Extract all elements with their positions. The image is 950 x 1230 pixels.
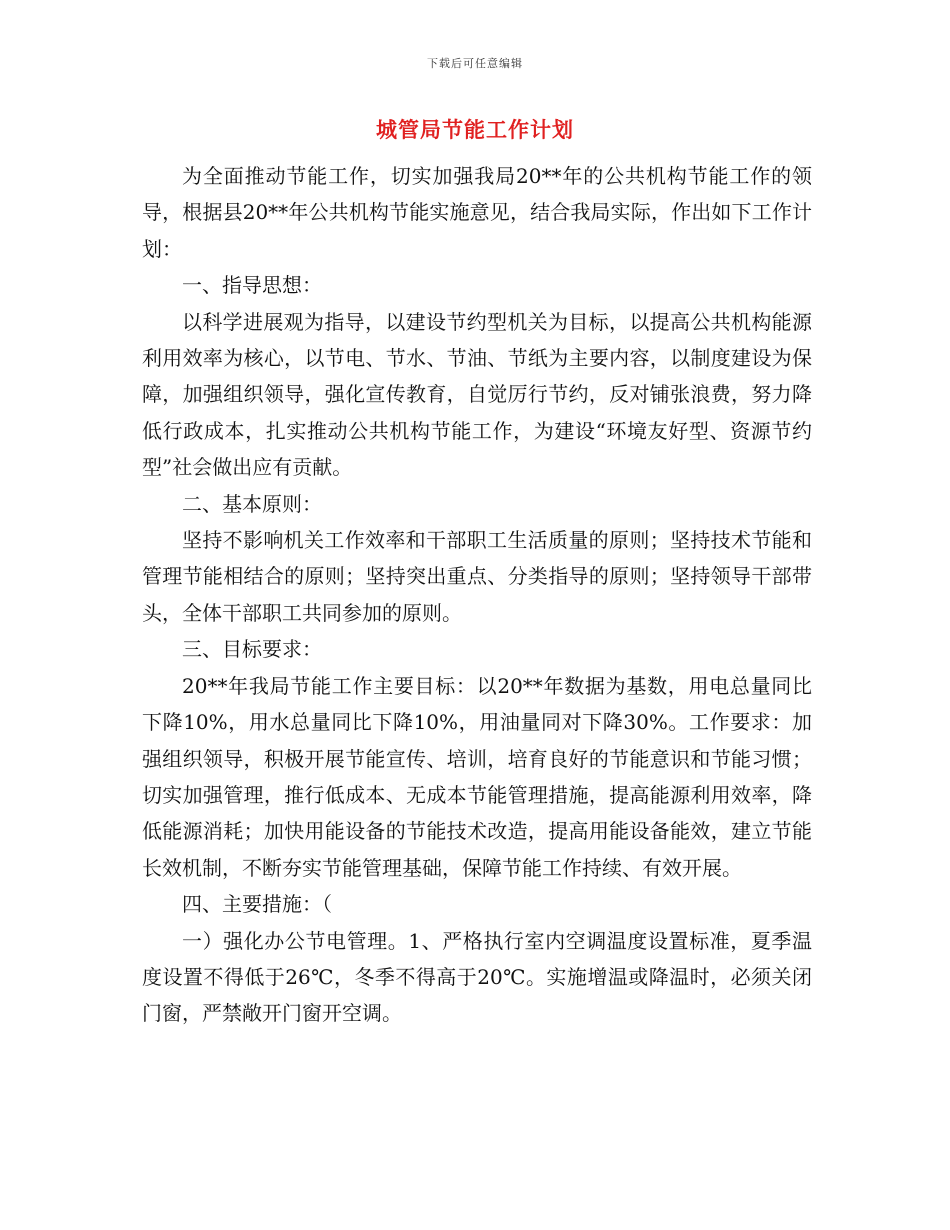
header-note: 下载后可任意编辑 [427, 57, 523, 70]
paragraph-basic-principles: 坚持不影响机关工作效率和干部职工生活质量的原则；坚持技术节能和管理节能相结合的原则；坚持突出重点、分类指导的原则；坚持领导干部带头，全体干部职工共同参加的原则。 [142, 528, 812, 625]
section-heading-2: 二、基本原则： [182, 491, 322, 516]
paragraph-intro: 为全面推动节能工作，切实加强我局20**年的公共机构节能工作的领导，根据县20**年公共机构节能实施意见，结合我局实际，作出如下工作计划： [142, 164, 812, 261]
paragraph-goals: 20**年我局节能工作主要目标：以20**年数据为基数，用电总量同比下降10%，用水总量同比下降10%，用油量同对下降30%。工作要求：加强组织领导，积极开展节能宣传、培训，培育良好的节能意识和节能习惯；切实加强管理，推行低成本、无成本节能管理措施，提高能源利用效率，降低能源消耗；加快用能设备的节能技术改造，提高用能设备能效，建立节能长效机制，不断夯实节能管理基础，保障节能工作持续、有效开展。 [142, 673, 812, 880]
section-heading-1: 一、指导思想： [182, 273, 322, 298]
document-body [142, 158, 812, 1032]
paragraph-measures-1: 一）强化办公节电管理。1、严格执行室内空调温度设置标准，夏季温度设置不得低于26℃，冬季不得高于20℃。实施增温或降温时，必须关闭门窗，严禁敞开门窗开空调。 [142, 928, 812, 1026]
section-heading-4: 四、主要措施：（ [182, 892, 332, 917]
document-title: 城管局节能工作计划 [376, 118, 574, 142]
section-heading-3: 三、目标要求： [182, 637, 322, 662]
paragraph-guiding-ideology: 以科学进展观为指导，以建设节约型机关为目标，以提高公共机构能源利用效率为核心，以节电、节水、节油、节纸为主要内容，以制度建设为保障，加强组织领导，强化宣传教育，自觉厉行节约，反对铺张浪费，努力降低行政成本，扎实推动公共机构节能工作，为建设“环境友好型、资源节约型”社会做出应有贡献。 [142, 309, 812, 480]
